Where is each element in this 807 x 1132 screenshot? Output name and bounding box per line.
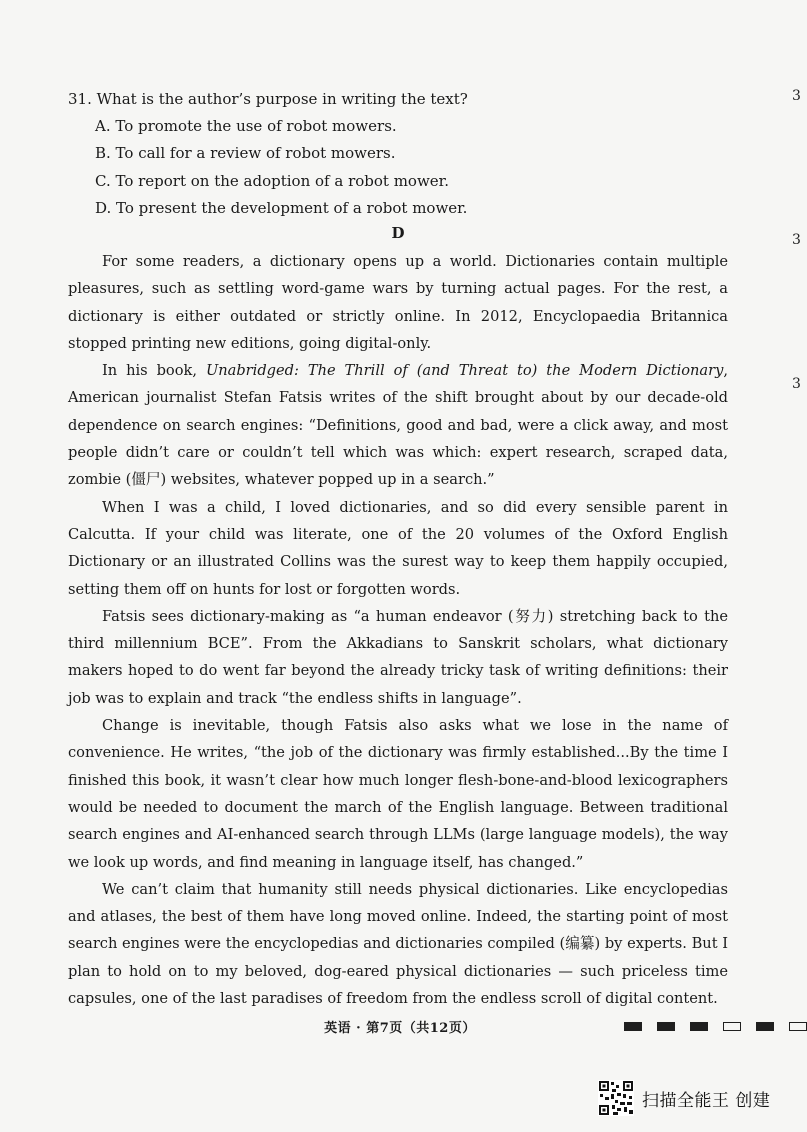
mark-empty (723, 1022, 741, 1031)
paragraph-6: We can’t claim that humanity still needs physical dictionaries. Like encyclopedias and atlases, the best of them have long moved online. Indeed, the starting point of most search engines were the encyclopedias and dictionaries compiled (编纂) by experts. But I plan to hold on to my beloved, dog-eared physical dictionaries — such priceless time capsules, one of the last paradises of freedom from the endless scroll of digital content. (68, 880, 728, 1008)
option-b: B. To call for a review of robot mowers. (95, 144, 396, 163)
question-stem: 31. What is the author’s purpose in writing the text? (68, 90, 468, 108)
section-heading: D (391, 224, 405, 242)
edge-mark: 3 (792, 376, 801, 392)
mark-filled (624, 1022, 642, 1031)
question-31 (68, 86, 468, 222)
book-title: Unabridged: The Thrill of (and Threat to) the Modern Dictionary (205, 362, 724, 380)
paragraph-2-lead: In his book, (102, 362, 197, 380)
edge-mark: 3 (792, 232, 801, 248)
paragraph-1: For some readers, a dictionary opens up a world. Dictionaries contain multiple pleasures, such as settling word-game wars by turning actual pages. For the rest, a dictionary is either outdated or strictly online. In 2012, Encyclopaedia Britannica stopped printing new editions, going digital-only. (68, 253, 728, 352)
mark-filled (756, 1022, 774, 1031)
scanner-watermark (598, 1079, 770, 1117)
watermark-text: 扫描全能王 创建 (642, 1090, 771, 1111)
paragraph-5: Change is inevitable, though Fatsis also asks what we lose in the name of convenience. He writes, “the job of the dictionary was firmly established...By the time I finished this book, it wasn’t clear how much longer flesh-bone-and-blood lexicographers would be needed to document the march of the English language. Between traditional search engines and AI-enhanced search through LLMs (large language models), the way we look up words, and find meaning in language itself, has changed.” (68, 717, 728, 871)
paragraph-3: When I was a child, I loved dictionaries, and so did every sensible parent in Calcutta. If your child was literate, one of the 20 volumes of the Oxford English Dictionary or an illustrated Collins was the surest way to keep them happily occupied, setting them off on hunts for lost or forgotten words. (68, 498, 728, 598)
option-c: C. To report on the adoption of a robot mower. (95, 171, 449, 190)
paragraph-2 (68, 357, 728, 493)
reading-passage (68, 248, 728, 1012)
qr-code-icon (598, 1080, 634, 1116)
mark-filled (690, 1022, 708, 1031)
mark-filled (657, 1022, 675, 1031)
edge-mark: 3 (792, 88, 801, 104)
option-d: D. To present the development of a robot mower. (95, 198, 468, 217)
option-a: A. To promote the use of robot mowers. (95, 117, 397, 136)
mark-empty (789, 1022, 807, 1031)
page-footer: 英语 · 第7页（共12页） (324, 1021, 476, 1036)
paragraph-4: Fatsis sees dictionary-making as “a human endeavor (努力) stretching back to the third millennium BCE”. From the Akkadians to Sanskrit scholars, what dictionary makers hoped to do went far beyond the already tricky task of writing definitions: their job was to explain and track “the endless shifts in language”. (68, 607, 728, 707)
paragraph-2-rest: , American journalist Stefan Fatsis writes of the shift brought about by our decade-old dependence on search engines: “Definitions, good and bad, were a click away, and most people didn’t care or couldn’t tell which was which: expert research, scraped data, zombie (僵尸) websites, whatever popped up in a search.” (68, 362, 728, 489)
